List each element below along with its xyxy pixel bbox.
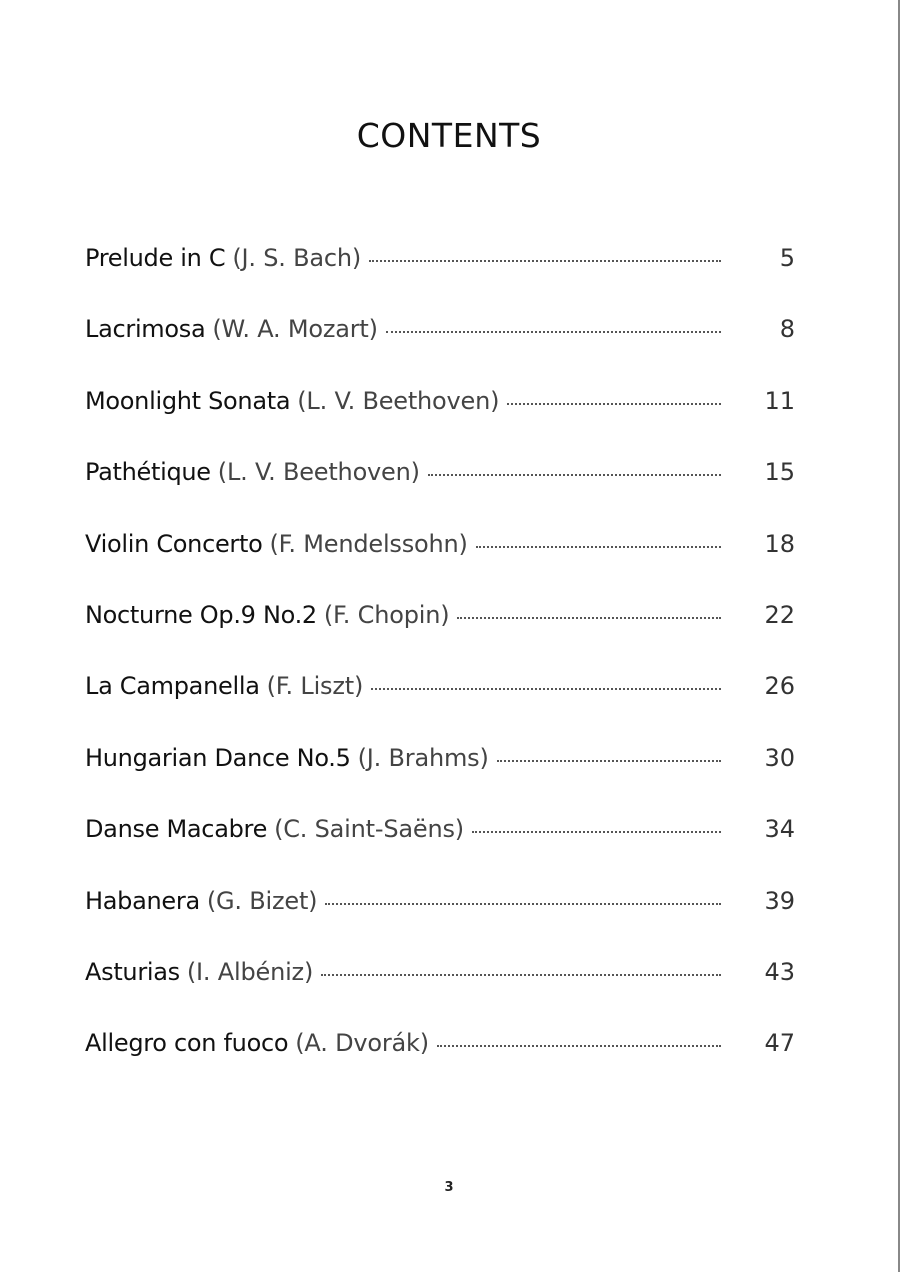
- toc-entry: [85, 522, 795, 593]
- dot-leader: [437, 1043, 721, 1047]
- dot-leader: [457, 615, 721, 619]
- work-title: Violin Concerto: [85, 529, 263, 558]
- page-folio: 3: [444, 1180, 454, 1195]
- work-title: Moonlight Sonata: [85, 386, 291, 415]
- toc-entry: [85, 736, 795, 807]
- work-title: Habanera: [85, 886, 200, 915]
- composer-name: (L. V. Beethoven): [217, 458, 420, 487]
- dot-leader: [428, 472, 721, 476]
- work-title: Asturias: [85, 957, 180, 986]
- dot-leader: [386, 329, 721, 333]
- toc-entry: [85, 807, 795, 878]
- page-number: 5: [779, 244, 795, 272]
- work-title: Danse Macabre: [85, 815, 268, 844]
- work-title: Pathétique: [85, 458, 211, 487]
- toc-entry: [85, 236, 795, 307]
- toc-entry-text: [85, 1021, 725, 1065]
- composer-name: (A. Dvorák): [295, 1029, 429, 1058]
- composer-name: (F. Mendelssohn): [269, 529, 468, 558]
- composer-name: (F. Liszt): [266, 672, 364, 701]
- page-number: 26: [764, 672, 795, 701]
- composer-name: (I. Albéniz): [186, 957, 314, 986]
- page-number: 18: [764, 529, 795, 558]
- composer-name: (J. Brahms): [357, 743, 489, 772]
- page-number: 47: [764, 1029, 795, 1058]
- toc-entry: [85, 450, 795, 521]
- dot-leader: [472, 829, 721, 833]
- toc-entry: [85, 664, 795, 735]
- composer-name: (G. Bizet): [206, 886, 318, 915]
- toc-entry-text: [85, 807, 725, 851]
- work-title: Lacrimosa: [85, 315, 206, 344]
- work-title: Prelude in C: [85, 244, 226, 272]
- dot-leader: [371, 686, 721, 690]
- toc-entry: [85, 879, 795, 950]
- toc-entry-text: [85, 379, 725, 423]
- work-title: Hungarian Dance No.5: [85, 743, 351, 772]
- toc-entry-text: [85, 236, 725, 280]
- page-number: 43: [764, 957, 795, 986]
- toc-entry: [85, 593, 795, 664]
- dot-leader: [497, 758, 721, 762]
- toc-entry: [85, 1021, 795, 1092]
- page-number: 11: [764, 386, 795, 415]
- dot-leader: [325, 901, 721, 905]
- toc-entry-text: [85, 950, 725, 994]
- page-number: 8: [779, 315, 795, 344]
- toc-entry-text: [85, 450, 725, 494]
- composer-name: (C. Saint-Saëns): [274, 815, 464, 844]
- toc-entry-text: [85, 879, 725, 923]
- composer-name: (L. V. Beethoven): [297, 386, 500, 415]
- toc-entry-text: [85, 522, 725, 566]
- dot-leader: [476, 544, 721, 548]
- composer-name: (J. S. Bach): [232, 244, 362, 272]
- page-title: CONTENTS: [356, 116, 542, 155]
- work-title: Nocturne Op.9 No.2: [85, 600, 317, 629]
- composer-name: (W. A. Mozart): [212, 315, 378, 344]
- toc-entry-text: [85, 664, 725, 708]
- work-title: Allegro con fuoco: [85, 1029, 289, 1058]
- page-number: 34: [764, 815, 795, 844]
- toc-entry: [85, 307, 795, 378]
- page-number: 39: [764, 886, 795, 915]
- toc-entry-text: [85, 736, 725, 780]
- work-title: La Campanella: [85, 672, 260, 701]
- toc-entry: [85, 950, 795, 1021]
- page-number: 15: [764, 458, 795, 487]
- page-number: 30: [764, 743, 795, 772]
- dot-leader: [507, 401, 721, 405]
- toc-entry-text: [85, 307, 725, 351]
- composer-name: (F. Chopin): [323, 600, 450, 629]
- dot-leader: [369, 258, 721, 262]
- page-number: 22: [764, 600, 795, 629]
- toc-entry: [85, 379, 795, 450]
- table-of-contents: [85, 236, 795, 1093]
- dot-leader: [321, 972, 721, 976]
- toc-entry-text: [85, 593, 725, 637]
